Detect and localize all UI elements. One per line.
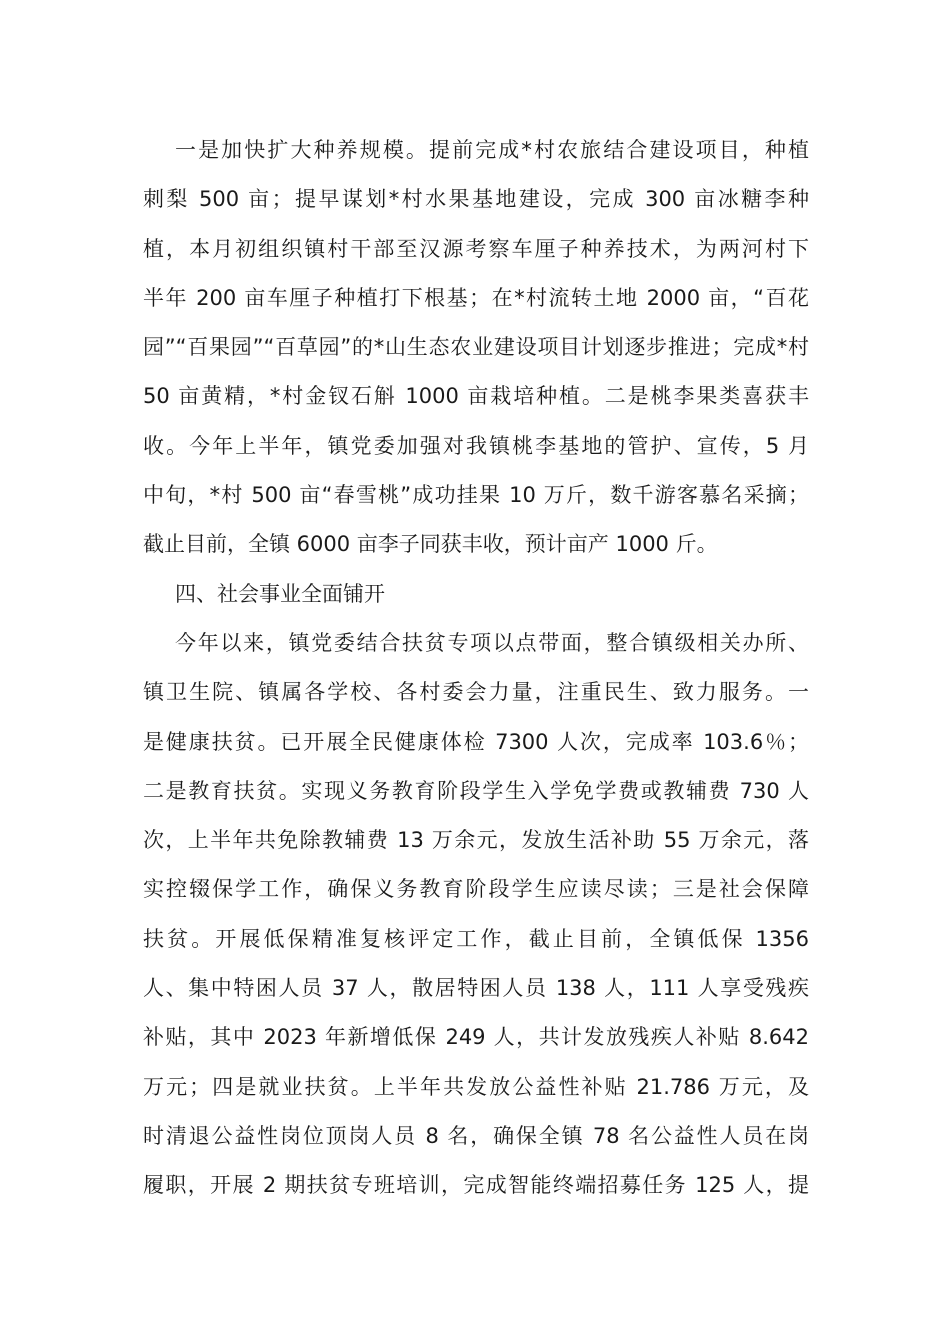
text-line: 收。今年上半年，镇党委加强对我镇桃李基地的管护、宣传，5 月: [143, 433, 809, 458]
text-line: 四、社会事业全面铺开: [175, 581, 385, 606]
text-line: 今年以来，镇党委结合扶贫专项以点带面，整合镇级相关办所、: [175, 630, 809, 655]
text-line: 是健康扶贫。已开展全民健康体检 7300 人次，完成率 103.6％；: [143, 729, 809, 754]
text-line: 植，本月初组织镇村干部至汉源考察车厘子种养技术，为两河村下: [143, 236, 809, 261]
text-line: 扶贫。开展低保精准复核评定工作，截止目前，全镇低保 1356: [143, 926, 809, 951]
text-line: 半年 200 亩车厘子种植打下根基；在*村流转土地 2000 亩，“百花: [143, 285, 809, 310]
document-body: [143, 126, 809, 1211]
text-line: 履职，开展 2 期扶贫专班培训，完成智能终端招募任务 125 人，提: [143, 1173, 809, 1198]
text-line: 镇卫生院、镇属各学校、各村委会力量，注重民生、致力服务。一: [143, 680, 809, 705]
text-line: 时清退公益性岗位顶岗人员 8 名，确保全镇 78 名公益性人员在岗: [143, 1123, 809, 1148]
text-line: 万元；四是就业扶贫。上半年共发放公益性补贴 21.786 万元，及: [143, 1074, 809, 1099]
paragraph-planting-scale: [143, 126, 809, 570]
text-line: 园”“百果园”“百草园”的*山生态农业建设项目计划逐步推进；完成*村: [143, 335, 809, 360]
text-line: 一是加快扩大种养规模。提前完成*村农旅结合建设项目，种植: [175, 138, 809, 162]
text-line: 50 亩黄精，*村金钗石斛 1000 亩栽培种植。二是桃李果类喜获丰: [143, 384, 809, 409]
text-line: 截止目前，全镇 6000 亩李子同获丰收，预计亩产 1000 斤。: [143, 532, 718, 557]
text-line: 二是教育扶贫。实现义务教育阶段学生入学免学费或教辅费 730 人: [143, 778, 809, 803]
paragraph-social-undertakings: [143, 619, 809, 1211]
section-heading: [143, 570, 809, 619]
text-line: 补贴，其中 2023 年新增低保 249 人，共计发放残疾人补贴 8.642: [143, 1025, 809, 1050]
text-line: 实控辍保学工作，确保义务教育阶段学生应读尽读；三是社会保障: [143, 877, 809, 902]
text-line: 刺梨 500 亩；提早谋划*村水果基地建设，完成 300 亩冰糖李种: [143, 187, 809, 212]
text-line: 人、集中特困人员 37 人，散居特困人员 138 人，111 人享受残疾: [143, 976, 809, 1001]
text-line: 中旬，*村 500 亩“春雪桃”成功挂果 10 万斤，数千游客慕名采摘；: [143, 483, 809, 508]
text-line: 次，上半年共免除教辅费 13 万余元，发放生活补助 55 万余元，落: [143, 828, 809, 853]
